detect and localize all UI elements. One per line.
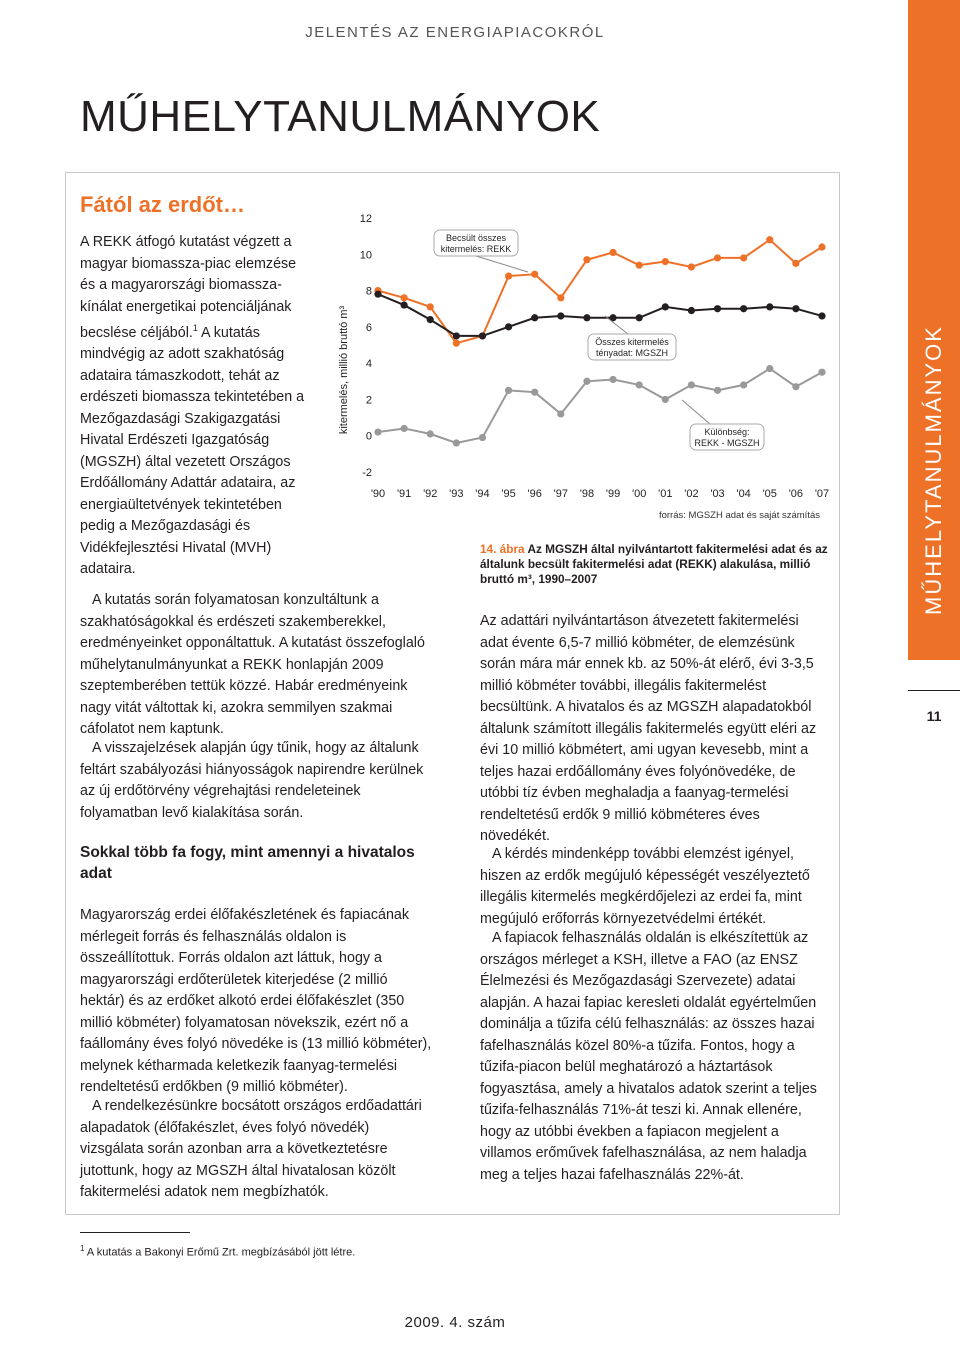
line-chart (330, 200, 840, 530)
data-point (688, 307, 695, 314)
footnote (80, 1244, 355, 1259)
data-point (557, 312, 564, 319)
y-axis-ticks (360, 213, 372, 479)
data-point (374, 428, 381, 435)
side-tab-label-wrap (908, 0, 960, 660)
annotation-leader (476, 256, 528, 272)
data-point (636, 381, 643, 388)
footnote-divider (80, 1232, 190, 1233)
footnote-ref: 1 (192, 323, 198, 333)
intro-text-b: A kutatás mindvégig az adott szakhatóság adataira támaszkodott, tehát az erdészeti biomassza tekintetében a Mezőgazdasági Szakigazgatási Hivatal Erdészeti Igazgatóság (MGSZH) által vezetett Országos Erdőállomány Adattár adataira, az energiaültetvények tekintetében pedig a Mezőgazdasági és Vidékfejlesztési Hivatal (MVH) adataira. (80, 324, 305, 578)
x-axis-ticks (371, 488, 829, 500)
x-tick-label: '94 (475, 488, 490, 500)
intro-paragraph (80, 232, 312, 581)
data-point (792, 305, 799, 312)
section-title: MŰHELYTANULMÁNYOK (80, 92, 601, 141)
x-tick-label: '01 (658, 488, 673, 500)
data-point (662, 396, 669, 403)
data-point (557, 294, 564, 301)
data-point (740, 254, 747, 261)
x-tick-label: '07 (814, 488, 830, 500)
x-tick-label: '04 (736, 488, 751, 500)
data-point (688, 381, 695, 388)
x-tick-label: '97 (553, 488, 568, 500)
header-title: JELENTÉS AZ ENERGIAPIACOKRÓL (305, 24, 605, 41)
data-point (479, 434, 486, 441)
y-tick-label: 10 (359, 249, 372, 262)
data-point (818, 312, 825, 319)
data-point (401, 301, 408, 308)
data-point (427, 430, 434, 437)
paragraph-feedback: A visszajelzések alapján úgy tűnik, hogy az általunk feltárt szabályozási hiányosságok napirendre kerülnek az új erdőtörvény végrehajtási rendeleteinek folyamatban levő kialakítása során. (80, 740, 424, 821)
x-tick-label: '96 (527, 488, 542, 500)
annotation-label: Összes kitermelés tényadat: MGSZH (595, 337, 669, 358)
figure-number: 14. ábra (480, 542, 525, 556)
data-point (818, 369, 825, 376)
data-point (453, 439, 460, 446)
annotation-label: Különbség: REKK - MGSZH (694, 427, 760, 448)
footnote-text: A kutatás a Bakonyi Erőmű Zrt. megbízásából jött létre. (86, 1246, 356, 1259)
chart-annotations (434, 230, 764, 450)
x-tick-label: '05 (762, 488, 777, 500)
figure-source: forrás: MGSZH adat és saját számítás (658, 510, 820, 521)
x-tick-label: '92 (423, 488, 438, 500)
data-point (479, 332, 486, 339)
paragraph-demand-side: A fapiacok felhasználás oldalán is elkészítettük az országos mérleget a KSH, illetve a FAO (az ENSZ Élelmezési és Mezőgazdasági Szervezete) adatai alapján. A hazai fapiac keresleti oldalát egyértelműen dominálja a tűzifa célú felhasználás: az összes hazai fafelhasználás közel 80%-a tűzifa. Fontos, hogy a tűzifa-piacon belül meghatározó a háztartások fogyasztása, amely a hivatalos adatok szerint a teljes tűzifa-felhasználás 71%-át teszi ki. Annak ellenére, hogy az utóbbi években a fapiacon megjelent a villamos erőművek fafelhasználása, az nem haladja meg a teljes hazai fafelhasználás 22%-át. (480, 930, 817, 1183)
side-divider (908, 690, 960, 691)
data-point (688, 263, 695, 270)
article-title: Fától az erdőt… (80, 192, 246, 217)
data-point (427, 303, 434, 310)
data-point (766, 236, 773, 243)
data-point (427, 316, 434, 323)
data-point (453, 332, 460, 339)
intro-text-a: A REKK átfogó kutatást végzett a magyar biomassza-piac elemzése és a magyarországi biomassza-kínálat energetikai potenciáljának becslése céljából. (80, 234, 297, 341)
data-point (505, 323, 512, 330)
issue-label: 2009. 4. szám (404, 1314, 506, 1331)
data-point (792, 383, 799, 390)
data-point (505, 272, 512, 279)
data-point (636, 314, 643, 321)
y-axis-label: kitermelés, millió bruttó m³ (338, 305, 350, 435)
data-point (531, 271, 538, 278)
x-tick-label: '93 (449, 488, 464, 500)
data-point (714, 387, 721, 394)
paragraph-balance: Magyarország erdei élőfakészletének és fapiacának mérlegeit forrás és felhasználás oldalon is összeállítottuk. Forrás oldalon azt láttuk, hogy a magyarországi erdőterületek kiterjedése (2 millió hektár) és az erdőket alkotó erdei élőfakészlet (350 millió köbméter) folyamatosan növekszik, ezért nő a faállomány éves folyó növedéke is (13 millió köbméter), melynek kétharmada keletkezik faanyag-termelési rendeltetésű erdőkben (9 millió köbméter). (80, 907, 432, 1095)
data-point (531, 314, 538, 321)
paragraph-consultation: A kutatás során folyamatosan konzultáltunk a szakhatóságokkal és erdészeti szakemberekkel, eredményeinket opponáltattuk. A kutatást összefoglaló műhelytanulmányunkat a REKK honlapján 2009 szeptemberében tettük közzé. Habár eredményeink nagy vitát váltottak ki, azokra semmilyen szakmai cáfolatot nem kaptunk. (80, 592, 425, 737)
data-point (557, 410, 564, 417)
x-tick-label: '98 (579, 488, 595, 500)
data-point (662, 303, 669, 310)
data-point (374, 291, 381, 298)
paragraph-data-reliability: A rendelkezésünkre bocsátott országos erdőadattári alapadatok (élőfakészlet, éves folyó növedék) vizsgálata során azonban arra a következtetésre jutottunk, hogy az MGSZH által hivatalosan közölt fakitermelési adatok nem megbízhatók. (80, 1098, 422, 1200)
y-tick-label: 6 (365, 321, 372, 334)
data-point (766, 365, 773, 372)
x-tick-label: '03 (710, 488, 725, 500)
footnote-marker: 1 (80, 1244, 85, 1253)
data-point (401, 294, 408, 301)
data-point (453, 340, 460, 347)
data-point (609, 376, 616, 383)
y-tick-label: 12 (359, 213, 372, 225)
data-point (740, 305, 747, 312)
annotation-label: Becsült összes kitermelés: REKK (440, 233, 512, 254)
x-tick-label: '06 (788, 488, 804, 500)
data-point (792, 260, 799, 267)
y-tick-label: 0 (365, 430, 372, 443)
data-point (583, 378, 590, 385)
sub-heading: Sokkal több fa fogy, mint amennyi a hivatalos adat (80, 844, 415, 882)
y-tick-label: -2 (362, 467, 372, 479)
data-point (714, 254, 721, 261)
data-point (583, 256, 590, 263)
y-tick-label: 4 (365, 358, 372, 371)
data-point (505, 387, 512, 394)
page-number: 11 (926, 708, 942, 724)
data-point (636, 262, 643, 269)
figure-caption-text: Az MGSZH által nyilvántartott fakitermelési adat és az általunk becsült fakitermelési adat (REKK) alakulása, millió bruttó m³, 1990–2007 (480, 542, 828, 586)
data-point (766, 303, 773, 310)
x-tick-label: '90 (370, 488, 386, 500)
data-point (609, 249, 616, 256)
data-point (740, 381, 747, 388)
data-point (662, 258, 669, 265)
annotation-leader (682, 400, 710, 424)
y-tick-label: 2 (365, 394, 372, 407)
paragraph-illegal-logging: Az adattári nyilvántartáson átvezetett fakitermelési adat évente 6,5-7 millió köbméter, de elemzésünk során mára már ennek kb. az 50%-át elérő, évi 3-3,5 millió köbméter további, illegális fakitermelést becsültünk. A hivatalos és az MGSZH alapadatokból általunk számított illegális fakitermelés együtt eléri az évi 10 millió köbmétert, ami ugyan kevesebb, mint a teljes hazai erdőállomány éves folyónövedéke, de utóbbi tíz évben meghaladja a faanyag-termelési rendeltetésű erdők 9 millió köbméteres éves növedékét. (480, 613, 817, 844)
data-point (714, 305, 721, 312)
data-point (818, 243, 825, 250)
data-point (583, 314, 590, 321)
series-line (378, 294, 822, 336)
paragraph-further-analysis: A kérdés mindenképp további elemzést igényel, hiszen az erdők megújuló képességét veszélyeztető illegális kitermelés megkérdőjelezi az erdei fa, mint megújuló erőforrás környezetvédelmi értékét. (480, 846, 810, 927)
figure-caption (480, 542, 830, 587)
data-point (401, 425, 408, 432)
x-tick-label: '00 (632, 488, 647, 500)
x-tick-label: '91 (396, 488, 412, 500)
x-tick-label: '99 (605, 488, 621, 500)
x-tick-label: '95 (501, 488, 516, 500)
data-point (531, 389, 538, 396)
side-tab-label: MŰHELYTANULMÁNYOK (921, 325, 946, 615)
x-tick-label: '02 (684, 488, 699, 500)
y-tick-label: 8 (365, 285, 372, 298)
